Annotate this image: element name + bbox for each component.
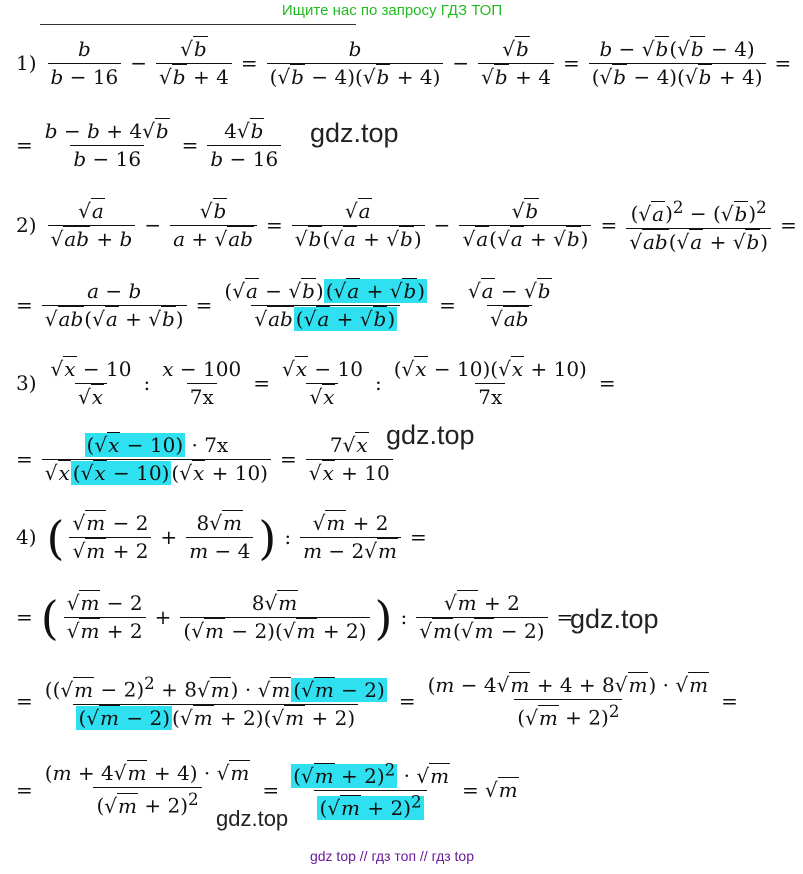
fraction: $\frac{(√ m + 2)^2 \cdot √ m}{(√ m + 2)^2}$ bbox=[288, 760, 453, 820]
fraction: a − b √ ab(√ a + √ b) bbox=[42, 280, 187, 331]
fraction: √ m + 2 √ m(√ m − 2) bbox=[416, 592, 547, 643]
fraction: $\frac{(m - 4√ m + 4 + 8√ m) \cdot √ m}{(√ m + 2)^2}$ bbox=[425, 674, 712, 730]
p2-line2: = a − b √ ab(√ a + √ b) = (√ a − √ b) (√ a + √ b) √ ab (√ a + √ b) = √ a − √ b √ ab bbox=[16, 280, 558, 331]
fraction: $\frac{b}{b - 16}$ bbox=[48, 38, 122, 89]
fraction: $\frac{4√ b}{b - 16}$ bbox=[207, 120, 281, 171]
highlight: (√ x − 10) bbox=[85, 433, 186, 457]
fraction: √ x − 10 √ x bbox=[279, 358, 366, 409]
fraction: $\frac{b}{(√ b - 4)(√ b + 4)}$ bbox=[267, 38, 444, 89]
top-divider bbox=[40, 24, 356, 25]
fraction: $\frac{((√ m - 2)^2 + 8√ m) \cdot √ m (√ m - 2)}{(√ m - 2) (√ m + 2)(√ m + 2)}$ bbox=[42, 674, 390, 730]
highlight: (√ m − 2) bbox=[76, 706, 172, 730]
fraction: $\frac{(m + 4√ m + 4) \cdot √ m}{(√ m + 2)^2}$ bbox=[42, 762, 254, 818]
fraction: √ a √ ab + b bbox=[48, 200, 136, 251]
fraction: 7√ x √ x + 10 bbox=[306, 434, 393, 485]
fraction: (√ a − √ b) (√ a + √ b) √ ab (√ a + √ b) bbox=[221, 280, 430, 331]
fraction: √ x − 10 √ x bbox=[48, 358, 135, 409]
p3-line2: = (√ x − 10) · 7x √ x (√ x − 10) (√ x + 10) = 7√ x √ x + 10 bbox=[16, 434, 396, 485]
fraction: √ a − √ b √ ab bbox=[465, 280, 555, 331]
highlight: (√ m + 2)$^2$ bbox=[291, 764, 397, 788]
footer-links: gdz top // гдз топ // гдз top bbox=[309, 848, 475, 864]
fraction: √ m − 2 √ m + 2 bbox=[64, 592, 146, 643]
fraction: √ a √ b(√ a + √ b) bbox=[292, 200, 425, 251]
fraction: $\frac{b - b + 4√ b}{b - 16}$ bbox=[42, 120, 173, 171]
highlight: (√ a + √ b) bbox=[324, 279, 427, 303]
problem-label: 2) bbox=[16, 213, 37, 238]
search-banner: Ищите нас по запросу ГДЗ ТОП bbox=[281, 2, 503, 19]
p2-line1: 2) √ a √ ab + b − √ $\frac{b}{a + √ ab}$ = √ a √ b(√ a + √ b) − √ b √ a(√ a + √ b) = (√ a)$^2$ − (√ b)$^2$ √ ab(√ a + √ b) = bbox=[16, 198, 803, 254]
fraction: √ b √ b + 4 bbox=[478, 38, 554, 89]
p1-line2: = $\frac{b - b + 4√ b}{b - 16}$ = $\frac{4√ b}{b - 16}$ bbox=[16, 120, 284, 171]
p1-line1: 1) $\frac{b}{b - 16}$ − √ b √ b + 4 = $\frac{b}{(√ b - 4)(√ b + 4)}$ − √ b √ b + 4 = $\frac{b - √ b(√ b - 4)}{(√ b - 4)(√ b + 4)}$ = bbox=[16, 38, 797, 89]
fraction: (√ x − 10) · 7x √ x (√ x − 10) (√ x + 10) bbox=[42, 434, 271, 485]
p3-line1: 3) √ x − 10 √ x : $\frac{x - 100}{7x}$ = √ x − 10 √ x : $\frac{(√ x - 10)(√ x + 10)}{7x}$ = bbox=[16, 358, 622, 409]
fraction: √ m − 2 √ m + 2 bbox=[69, 512, 151, 563]
highlight: (√ x − 10) bbox=[71, 461, 172, 485]
p4-line3: = $\frac{((√ m - 2)^2 + 8√ m) \cdot √ m (√ m - 2)}{(√ m - 2) (√ m + 2)(√ m + 2)}$ = $\frac{(m - 4√ m + 4 + 8√ m) \cdot √ m}{(√ m + 2)^2}$ = bbox=[16, 674, 744, 730]
p4-line1: 4) ( √ m − 2 √ m + 2 + $\frac{8√ m}{m - 4}$ ) : √ $\frac{m + 2}{m - 2√ m}$ = bbox=[16, 512, 433, 563]
problem-label: 4) bbox=[16, 525, 37, 549]
fraction: $\frac{(√ x - 10)(√ x + 10)}{7x}$ bbox=[391, 358, 590, 409]
problem-label: 1) bbox=[16, 51, 37, 75]
fraction: $\frac{8√ m}{(√ m - 2)(√ m + 2)}$ bbox=[180, 592, 369, 643]
problem-label: 3) bbox=[16, 371, 37, 395]
fraction: √ $\frac{m + 2}{m - 2√ m}$ bbox=[300, 512, 401, 563]
highlight: (√ m + 2)$^2$ bbox=[317, 796, 423, 820]
watermark: gdz.top bbox=[386, 420, 475, 450]
highlight: (√ m − 2) bbox=[291, 678, 387, 702]
fraction: √ b √ b + 4 bbox=[156, 38, 232, 89]
watermark: gdz.top bbox=[216, 806, 289, 831]
p4-line2: = ( √ m − 2 √ m + 2 + $\frac{8√ m}{(√ m - 2)(√ m + 2)}$ ) : √ m + 2 √ m(√ m − 2) = bbox=[16, 592, 579, 643]
watermark: gdz.top bbox=[570, 604, 659, 634]
fraction: √ b √ a(√ a + √ b) bbox=[459, 200, 591, 251]
p4-line4: = $\frac{(m + 4√ m + 4) \cdot √ m}{(√ m + 2)^2}$ = $\frac{(√ m + 2)^2 \cdot √ m}{(√ m + 2)^2}$ = √ m bbox=[16, 760, 519, 820]
watermark: gdz.top bbox=[310, 118, 399, 148]
highlight: (√ a + √ b) bbox=[294, 307, 397, 331]
fraction: $\frac{8√ m}{m - 4}$ bbox=[186, 512, 253, 563]
fraction: $\frac{x - 100}{7x}$ bbox=[162, 357, 242, 409]
fraction: (√ a)$^2$ − (√ b)$^2$ √ ab(√ a + √ b) bbox=[626, 198, 771, 254]
fraction: $\frac{b - √ b(√ b - 4)}{(√ b - 4)(√ b + 4)}$ bbox=[589, 38, 766, 89]
fraction: √ $\frac{b}{a + √ ab}$ bbox=[170, 200, 257, 251]
